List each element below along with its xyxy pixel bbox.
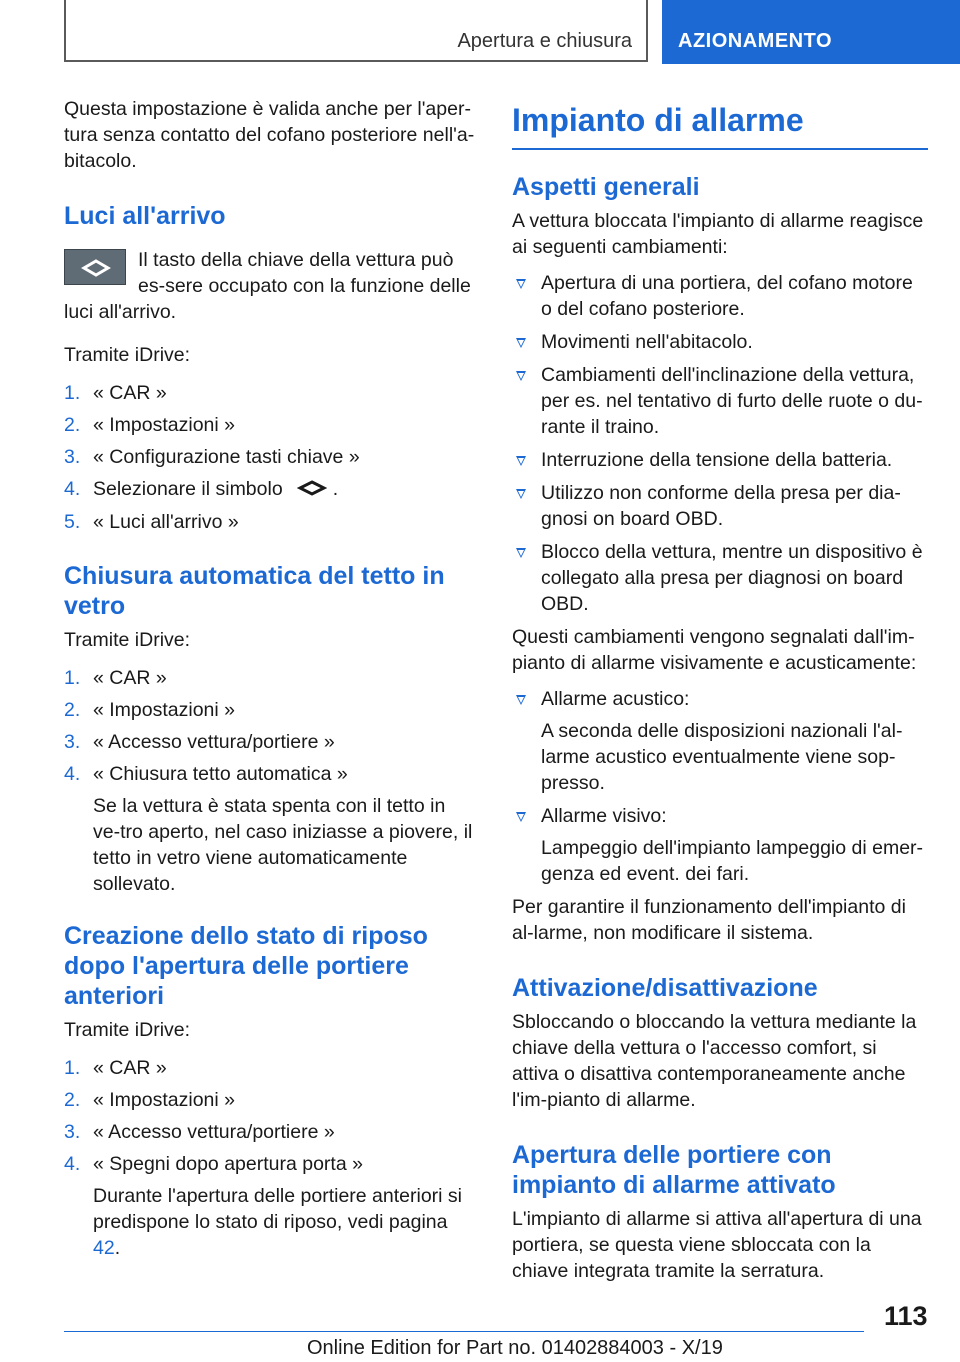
step-detail: Durante l'apertura delle portiere anteriori si predispone lo stato di riposo, vedi pagina 42. bbox=[93, 1184, 462, 1259]
triangle-bullet-icon bbox=[516, 279, 526, 289]
diamond-key-icon bbox=[64, 249, 126, 285]
list-item: 5. « Luci all'arrivo » bbox=[64, 510, 239, 533]
heading-impianto-allarme: Impianto di allarme bbox=[512, 100, 928, 150]
idrive-label-3: Tramite iDrive: bbox=[64, 1018, 191, 1041]
page-number: 113 bbox=[884, 1301, 928, 1331]
changes-list bbox=[512, 270, 928, 617]
page-header bbox=[0, 0, 960, 66]
list-item: 4. « Chiusura tetto automatica » Se la vettura è stata spenta con il tetto in ve-tro aperto, nel caso iniziasse a piovere, il tetto in vetro viene automaticamente sollevato. bbox=[64, 761, 476, 897]
header-chapter-box bbox=[662, 0, 960, 64]
footer-edition: Online Edition for Part no. 01402884003 - X/19 bbox=[307, 1337, 723, 1359]
steps-chiusura-tetto bbox=[64, 665, 476, 897]
list-item: 3. « Accesso vettura/portiere » bbox=[64, 730, 335, 753]
heading-apertura-portiere: Apertura delle portiere con impianto di allarme attivato bbox=[512, 1141, 836, 1199]
footer-divider bbox=[64, 1331, 864, 1332]
list-item: 4. Selezionare il simbolo . bbox=[64, 476, 476, 503]
aspetti-intro: A vettura bloccata l'impianto di allarme reagisce ai seguenti cambiamenti: bbox=[512, 210, 924, 258]
header-section-title: Apertura e chiusura bbox=[457, 30, 632, 52]
alarms-list bbox=[512, 686, 928, 887]
triangle-bullet-icon bbox=[516, 489, 526, 499]
header-chapter-title: AZIONAMENTO bbox=[678, 30, 833, 52]
right-column bbox=[512, 100, 928, 1284]
heading-stato-riposo: Creazione dello stato di riposo dopo l'apertura delle portiere anteriori bbox=[64, 921, 428, 1010]
triangle-bullet-icon bbox=[516, 812, 526, 822]
steps-luci-arrivo bbox=[64, 380, 476, 535]
list-item: 2. « Impostazioni » bbox=[64, 1088, 235, 1111]
list-item: Cambiamenti dell'inclinazione della vettura, per es. nel tentativo di furto delle ruote o du-rante il traino. bbox=[512, 362, 928, 440]
heading-chiusura-tetto: Chiusura automatica del tetto in vetro bbox=[64, 561, 445, 620]
list-item: Utilizzo non conforme della presa per dia-gnosi on board OBD. bbox=[512, 480, 928, 532]
steps-stato-riposo bbox=[64, 1055, 476, 1261]
list-item: Apertura di una portiera, del cofano motore o del cofano posteriore. bbox=[512, 270, 928, 322]
left-column bbox=[64, 96, 476, 1267]
list-item: 3. « Accesso vettura/portiere » bbox=[64, 1120, 335, 1143]
triangle-bullet-icon bbox=[516, 456, 526, 466]
idrive-label-1: Tramite iDrive: bbox=[64, 344, 191, 366]
list-item: Allarme visivo: Lampeggio dell'impianto lampeggio di emer-genza ed event. dei fari. bbox=[512, 803, 928, 887]
list-item: 1. « CAR » bbox=[64, 666, 167, 689]
intro-paragraph: Questa impostazione è valida anche per l'aper-tura senza contatto del cofano posteriore nell'a-bitacolo. bbox=[64, 98, 475, 172]
luci-arrivo-text: Il tasto della chiave della vettura può es-sere occupato con la funzione delle luci all'arrivo. bbox=[64, 249, 471, 323]
triangle-bullet-icon bbox=[516, 548, 526, 558]
signal-paragraph: Questi cambiamenti vengono segnalati dall'im-pianto di allarme visivamente e acusticamente: bbox=[512, 626, 917, 674]
triangle-bullet-icon bbox=[516, 695, 526, 705]
heading-luci-arrivo: Luci all'arrivo bbox=[64, 202, 226, 230]
attivazione-text: Sbloccando o bloccando la vettura mediante la chiave della vettura o l'accesso comfort, si attiva o disattiva contemporaneamente anche l'im-pianto di allarme. bbox=[512, 1011, 917, 1111]
list-item: 4. « Spegni dopo apertura porta » Durante l'apertura delle portiere anteriori si predispone lo stato di riposo, vedi pagina 42. bbox=[64, 1151, 476, 1261]
header-section-box bbox=[64, 0, 648, 62]
triangle-bullet-icon bbox=[516, 338, 526, 348]
list-item: Interruzione della tensione della batteria. bbox=[512, 447, 928, 473]
idrive-label-2: Tramite iDrive: bbox=[64, 628, 191, 651]
diamond-symbol-icon bbox=[297, 477, 327, 503]
triangle-bullet-icon bbox=[516, 371, 526, 381]
step-detail: Se la vettura è stata spenta con il tetto in ve-tro aperto, nel caso iniziasse a piovere, il tetto in vetro viene automaticamente sollevato. bbox=[93, 794, 473, 895]
list-item: 3. « Configurazione tasti chiave » bbox=[64, 446, 360, 468]
list-item: Allarme acustico: A seconda delle disposizioni nazionali l'al-larme acustico eventualmente viene sop-presso. bbox=[512, 686, 928, 796]
apertura-text: L'impianto di allarme si attiva all'apertura di una portiera, se questa viene sbloccata con la chiave integrata tramite la serratura. bbox=[512, 1208, 922, 1282]
list-item: 1. « CAR » bbox=[64, 1056, 167, 1079]
heading-attivazione: Attivazione/disattivazione bbox=[512, 974, 818, 1002]
list-item: Blocco della vettura, mentre un dispositivo è collegato alla presa per diagnosi on board OBD. bbox=[512, 539, 928, 617]
list-item: 1. « CAR » bbox=[64, 382, 167, 404]
page-reference-link[interactable]: 42 bbox=[93, 1236, 115, 1259]
list-item: 2. « Impostazioni » bbox=[64, 414, 235, 436]
list-item: Movimenti nell'abitacolo. bbox=[512, 329, 928, 355]
luci-arrivo-description bbox=[64, 247, 476, 325]
note-paragraph: Per garantire il funzionamento dell'impianto di al-larme, non modificare il sistema. bbox=[512, 896, 906, 944]
list-item: 2. « Impostazioni » bbox=[64, 698, 235, 721]
heading-aspetti-generali: Aspetti generali bbox=[512, 173, 700, 201]
